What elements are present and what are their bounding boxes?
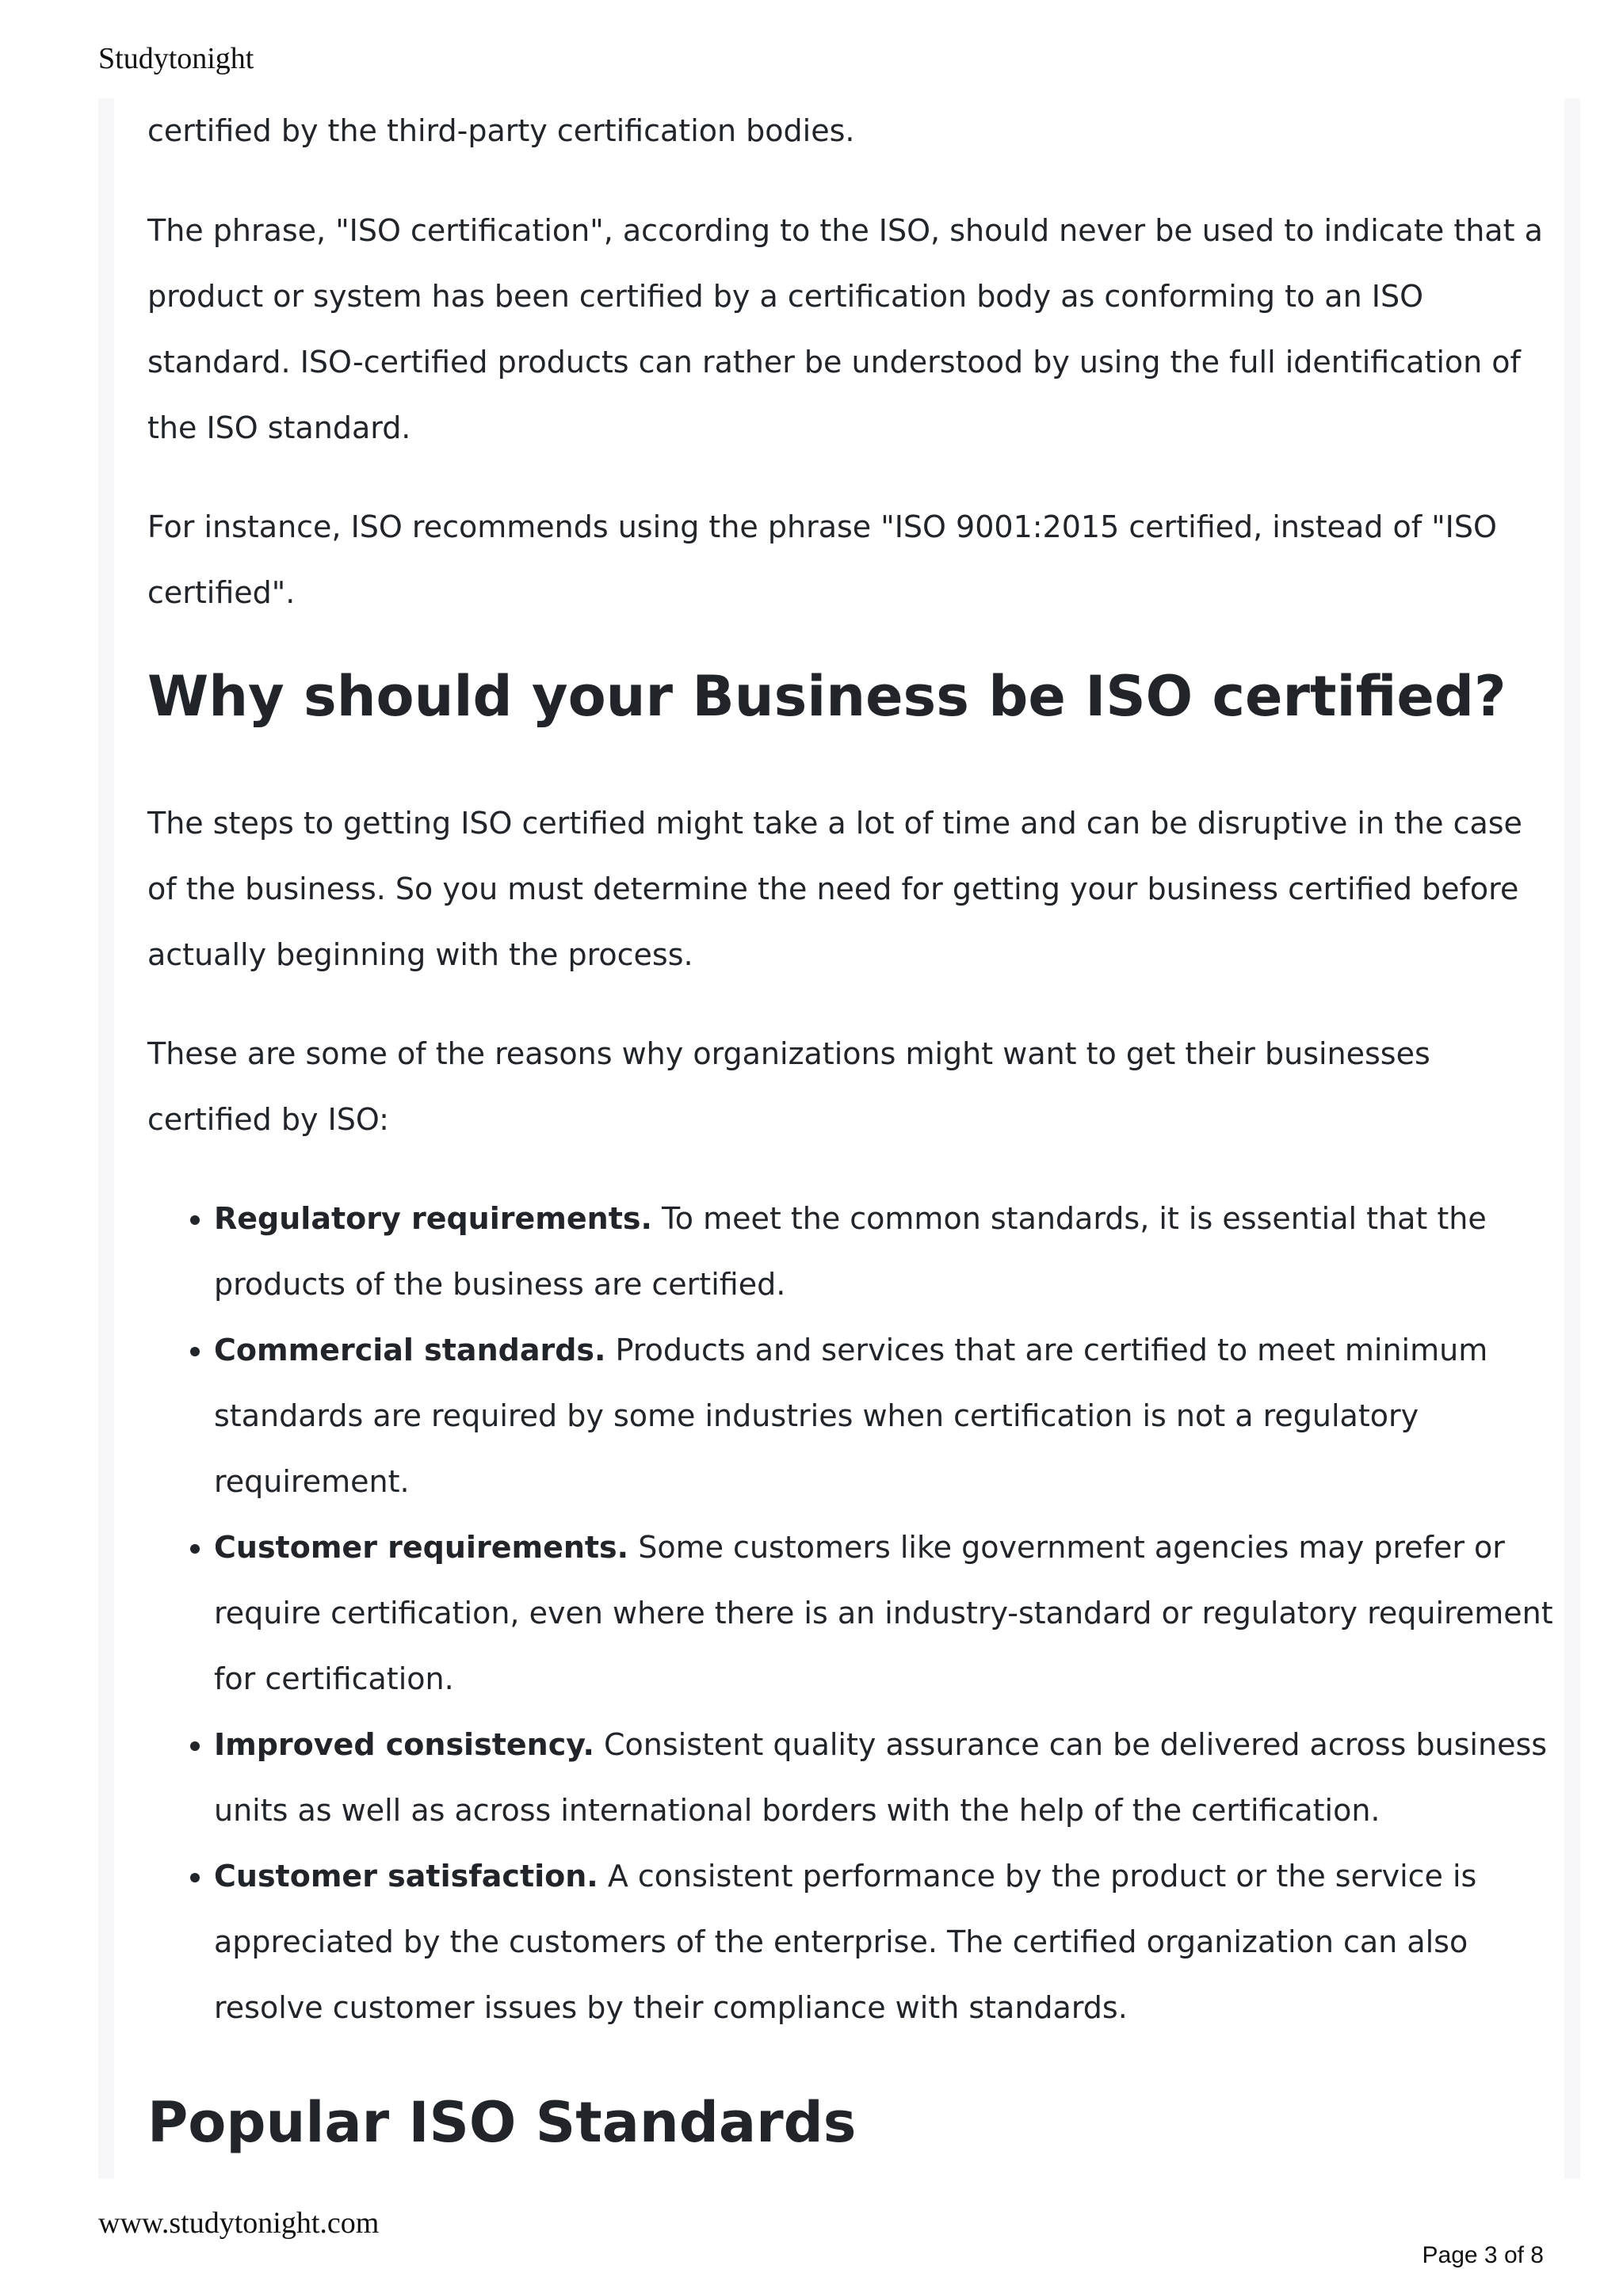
article-text-layer [114, 98, 1564, 2179]
heading-popular-iso: Popular ISO Standards [147, 2090, 857, 2155]
site-footer-url: www.studytonight.com [98, 2206, 380, 2240]
reason-lead: Commercial standards. [214, 1333, 606, 1367]
reason-text: Some customers like government agencies may prefer or require certification, even where there is an industry-standard or regulatory requirement for certification. [214, 1530, 1553, 1696]
paragraph-why-intro: The steps to getting ISO certified might take a lot of time and can be disruptive in the case of the business. So you must determine the need for getting your business certified before actually beginning with the process. [147, 806, 1522, 972]
reason-lead: Customer satisfaction. [214, 1859, 598, 1894]
reason-text: A consistent performance by the product or the service is appreciated by the customers of the enterprise. The certified organization can also resolve customer issues by their compliance with standards. [214, 1859, 1477, 2025]
list-item [214, 1186, 1561, 1318]
paragraph-continuation: certified by the third-party certification bodies. [147, 113, 855, 148]
page-number: Page 3 of 8 [1422, 2242, 1544, 2268]
reason-lead: Customer requirements. [214, 1530, 629, 1565]
list-item [214, 1844, 1561, 2041]
reasons-list [147, 1186, 1561, 2041]
site-header: Studytonight [98, 42, 254, 75]
paragraph-iso-example: For instance, ISO recommends using the phrase "ISO 9001:2015 certified, instead of "ISO certified". [147, 509, 1497, 610]
paragraph-iso-phrase: The phrase, "ISO certification", according to the ISO, should never be used to indicate that a product or system has been certified by a certification body as conforming to an ISO standard. ISO-certified products can rather be understood by using the full identification of the ISO standard. [147, 213, 1543, 445]
heading-why-iso: Why should your Business be ISO certified? [147, 664, 1507, 729]
reason-text: Consistent quality assurance can be delivered across business units as well as across international borders with the help of the certification. [214, 1727, 1548, 1828]
list-item [214, 1318, 1561, 1515]
reason-lead: Regulatory requirements. [214, 1201, 652, 1236]
paragraph-reasons-intro: These are some of the reasons why organizations might want to get their businesses certified by ISO: [147, 1036, 1430, 1137]
reason-text: To meet the common standards, it is essential that the products of the business are certified. [214, 1201, 1487, 1302]
list-item [214, 1712, 1561, 1844]
reason-lead: Improved consistency. [214, 1727, 594, 1762]
reason-text: Products and services that are certified to meet minimum standards are required by some industries when certification is not a regulatory requirement. [214, 1333, 1488, 1499]
list-item [214, 1515, 1561, 1712]
